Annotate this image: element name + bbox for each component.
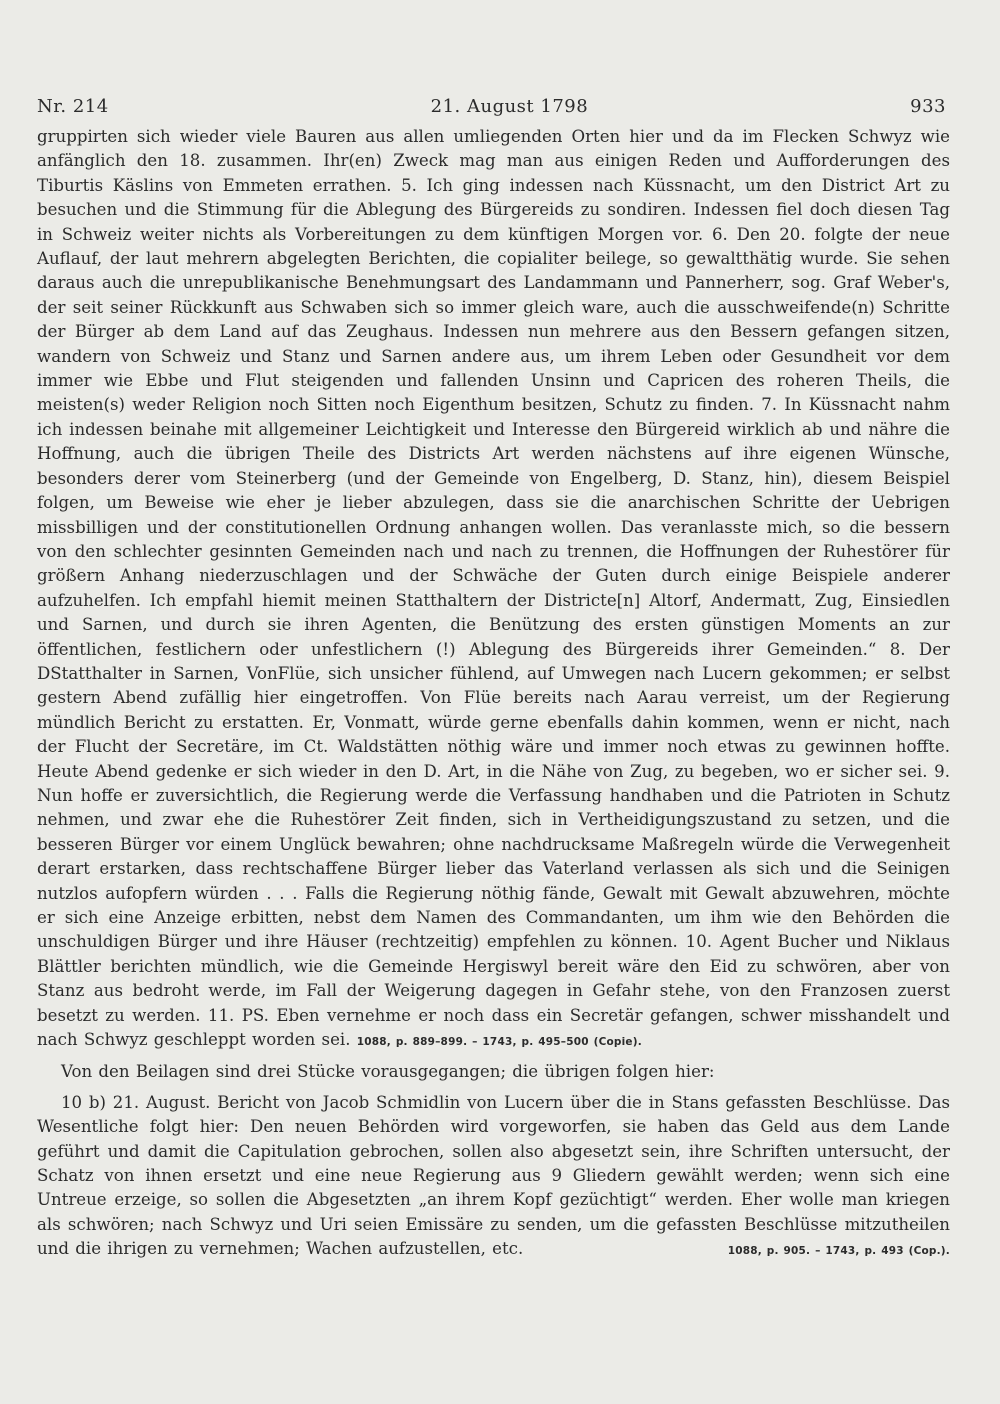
page-number: 933 <box>910 96 946 117</box>
document-number: Nr. 214 <box>37 96 109 117</box>
paragraph-text: Von den Beilagen sind drei Stücke vorausgegangen; die übrigen folgen hier: <box>61 1062 715 1082</box>
paragraph-text: gruppirten sich wieder viele Bauren aus allen umliegenden Orten hier und da im Flecken Schwyz wie anfänglich den 18. zusammen. Ihr(en) Zweck mag man aus einigen Reden und Aufforderungen des Tiburtis Käslins von Emmeten errathen. 5. Ich ging indessen nach Küssnacht, um den District Art zu besuchen und die Stimmung für die Ablegung des Bürgereids zu sondiren. Indessen fiel doch diesen Tag in Schweiz weiter nichts als Vorbereitungen zu dem künftigen Morgen vor. 6. Den 20. folgte der neue Auflauf, der laut mehrern abgelegten Berichten, die copialiter beilege, so gewaltthätig wurde. Sie sehen daraus auch die unrepublikanische Benehmungsart des Landammann und Pannerherr, sog. Graf Weber's, der seit seiner Rückkunft aus Schwaben sich so immer gleich ware, auch die ausschweifende(n) Schritte der Bürger ab dem Land auf das Zeughaus. Indessen nun mehrere aus den Bessern gefangen sitzen, wandern von Schweiz und Stanz und Sarnen andere aus, um ihrem Leben oder Gesundheit vor dem immer wie Ebbe und Flut steigenden und fallenden Unsinn und Capricen des roheren Theils, die meisten(s) weder Religion noch Sitten noch Eigenthum besitzen, Schutz zu finden. 7. In Küssnacht nahm ich indessen beinahe mit allgemeiner Leichtigkeit und Interesse den Bürgereid wirklich ab und nähre die Hoffnung, auch die übrigen Theile des Districts Art werden nächstens auf ihre eigenen Wünsche, besonders derer vom Steinerberg (und der Gemeinde von Engelberg, D. Stanz, hin), diesem Beispiel folgen, um Beweise wie eher je lieber abzulegen, dass sie die anarchischen Schritte der Uebrigen missbilligen und der constitutionellen Ordnung anhangen wollen. Das veranlasste mich, so die bessern von den schlechter gesinnten Gemeinden nach und nach zu trennen, die Hoffnungen der Ruhestörer für größern Anhang niederzuschlagen und der Schwäche der Guten durch einige Beispiele anderer aufzuhelfen. Ich empfahl hiemit meinen Statthaltern der Districte[n] Altorf, Andermatt, Zug, Einsiedlen und Sarnen, und durch sie ihren Agenten, die Benützung des ersten günstigen Moments an zur öffentlichen, festlichern oder unfestlichern (!) Ablegung des Bürgereids ihrer Gemeinden.“ 8. Der DStatthalter in Sarnen, VonFlüe, sich unsicher fühlend, auf Umwegen nach Lucern gekommen; er selbst gestern Abend zufällig hier eingetroffen. Von Flüe bereits nach Aarau verreist, um der Regierung mündlich Bericht zu erstatten. Er, Vonmatt, würde gerne ebenfalls dahin kommen, wenn er nicht, nach der Flucht der Secretäre, im Ct. Waldstätten nöthig wäre und immer noch etwas zu gewinnen hoffte. Heute Abend gedenke er sich wieder in den D. Art, in die Nähe von Zug, zu begeben, wo er sicher sei. 9. Nun hoffe er zuversichtlich, die Regierung werde die Verfassung handhaben und die Patrioten in Schutz nehmen, und zwar ehe die Ruhestörer Zeit finden, sich in Vertheidigungszustand zu setzen, und die besseren Bürger vor einem Unglück bewahren; ohne nachdrucksame Maßregeln würde die Verwegenheit derart erstarken, dass rechtschaffene Bürger lieber das Vaterland verlassen als sich und die Seinigen nutzlos aufopfern würden . . . Falls die Regierung nöthig fände, Gewalt mit Gewalt abzuwehren, möchte er sich eine Anzeige erbitten, nebst dem Namen des Commandanten, um ihm wie den Behörden die unschuldigen Bürger und ihre Häuser (rechtzeitig) empfehlen zu können. 10. Agent Bucher und Niklaus Blättler berichten mündlich, wie die Gemeinde Hergiswyl bereit wäre den Eid zu schwören, aber von Stanz aus bedroht werde, im Fall der Weigerung dagegen in Gefahr stehe, von den Franzosen zuerst besetzt zu werden. 11. PS. Eben vernehme er noch dass ein Secretär gefangen, schwer misshandelt und nach Schwyz geschleppt worden sei. <box>37 127 950 1050</box>
page-header <box>37 96 950 117</box>
document-date: 21. August 1798 <box>430 96 589 117</box>
paragraph-schmidlin-report <box>37 1091 950 1262</box>
paragraph-text: 10 b) 21. August. Bericht von Jacob Schmidlin von Lucern über die in Stans gefassten Beschlüsse. Das Wesentliche folgt hier: Den neuen Behörden wird vorgeworfen, sie haben das Geld aus dem Lande geführt und damit die Capitulation gebrochen, sollen also abgesetzt sein, ihre Schriften untersucht, der Schatz von ihnen ersetzt und eine neue Regierung aus 9 Gliedern gewählt werden; wenn sich eine Untreue erzeige, so sollen die Abgesetzten „an ihrem Kopf gezüchtigt“ werden. Eher wolle man kriegen als schwören; nach Schwyz und Uri seien Emissäre zu senden, um die gefassten Beschlüsse mitzutheilen und die ihrigen zu vernehmen; Wachen aufzustellen, etc. <box>37 1092 950 1259</box>
paragraph-main <box>37 125 950 1054</box>
source-reference: 1088, p. 905. – 1743, p. 493 (Cop.). <box>727 1245 950 1258</box>
source-reference: 1088, p. 889–899. – 1743, p. 495–500 (Copie). <box>356 1036 642 1049</box>
paragraph-beilagen <box>37 1060 950 1084</box>
body-text <box>37 125 950 1262</box>
